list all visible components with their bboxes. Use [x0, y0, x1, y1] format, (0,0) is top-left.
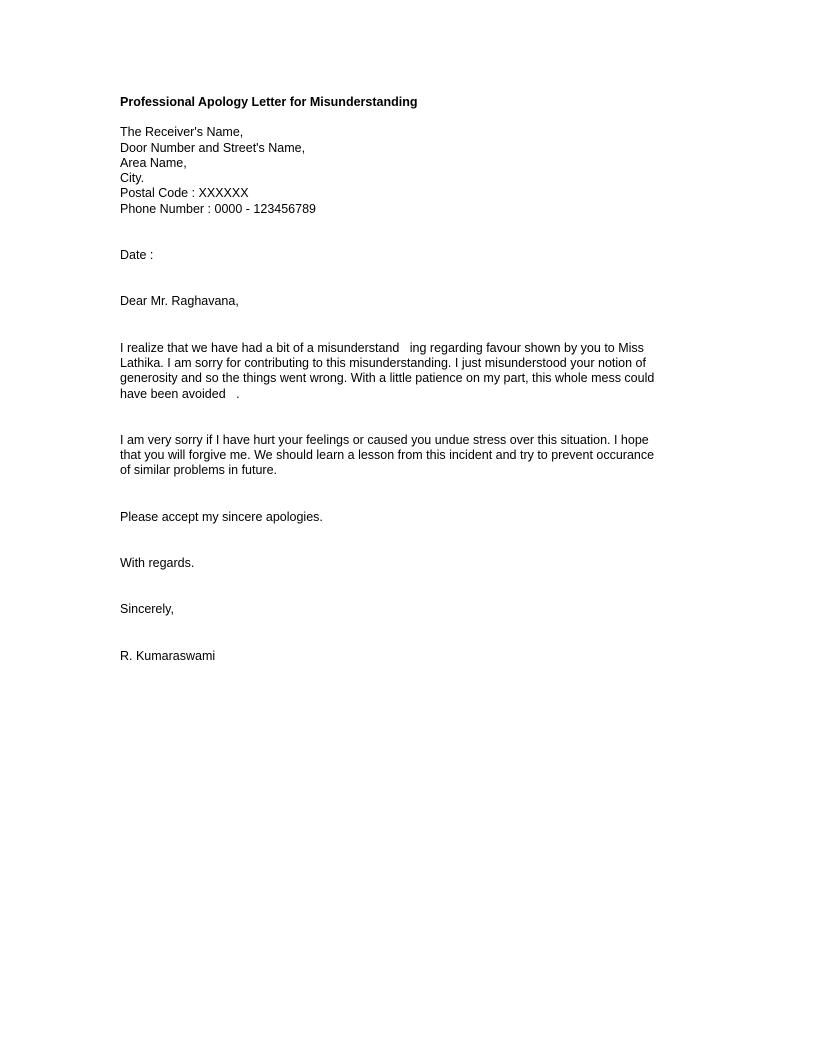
paragraph-line: that you will forgive me. We should learn a lesson from this incident and try to prevent occurance: [120, 448, 655, 463]
letter-body: [120, 95, 700, 664]
closing: Sincerely,: [120, 602, 174, 617]
address-line: Door Number and Street's Name,: [120, 140, 306, 155]
paragraph-line: generosity and so the things went wrong. With a little patience on my part, this whole mess could: [120, 371, 655, 386]
receiver-address: [120, 125, 700, 217]
address-line: Area Name,: [120, 155, 187, 170]
paragraph-line: have been avoided .: [120, 386, 240, 401]
address-line: City.: [120, 171, 145, 186]
paragraph-2: [120, 433, 700, 479]
paragraph-line: of similar problems in future.: [120, 463, 278, 478]
address-line: The Receiver's Name,: [120, 125, 244, 140]
address-line: Phone Number : 0000 - 123456789: [120, 201, 316, 216]
letter-title: Professional Apology Letter for Misunderstanding: [120, 95, 418, 109]
signer-name: R. Kumaraswami: [120, 648, 216, 663]
apology-statement: Please accept my sincere apologies.: [120, 509, 323, 524]
paragraph-line: I am very sorry if I have hurt your feelings or caused you undue stress over this situation. I hope: [120, 432, 649, 447]
address-line: Postal Code : XXXXXX: [120, 186, 249, 201]
regards-line: With regards.: [120, 556, 195, 571]
paragraph-line: I realize that we have had a bit of a misunderstand ing regarding favour shown by you to Miss: [120, 340, 644, 355]
salutation: Dear Mr. Raghavana,: [120, 294, 239, 309]
paragraph-1: [120, 341, 700, 402]
paragraph-line: Lathika. I am sorry for contributing to this misunderstanding. I just misunderstood your notion of: [120, 355, 646, 370]
date-label: Date :: [120, 248, 154, 263]
